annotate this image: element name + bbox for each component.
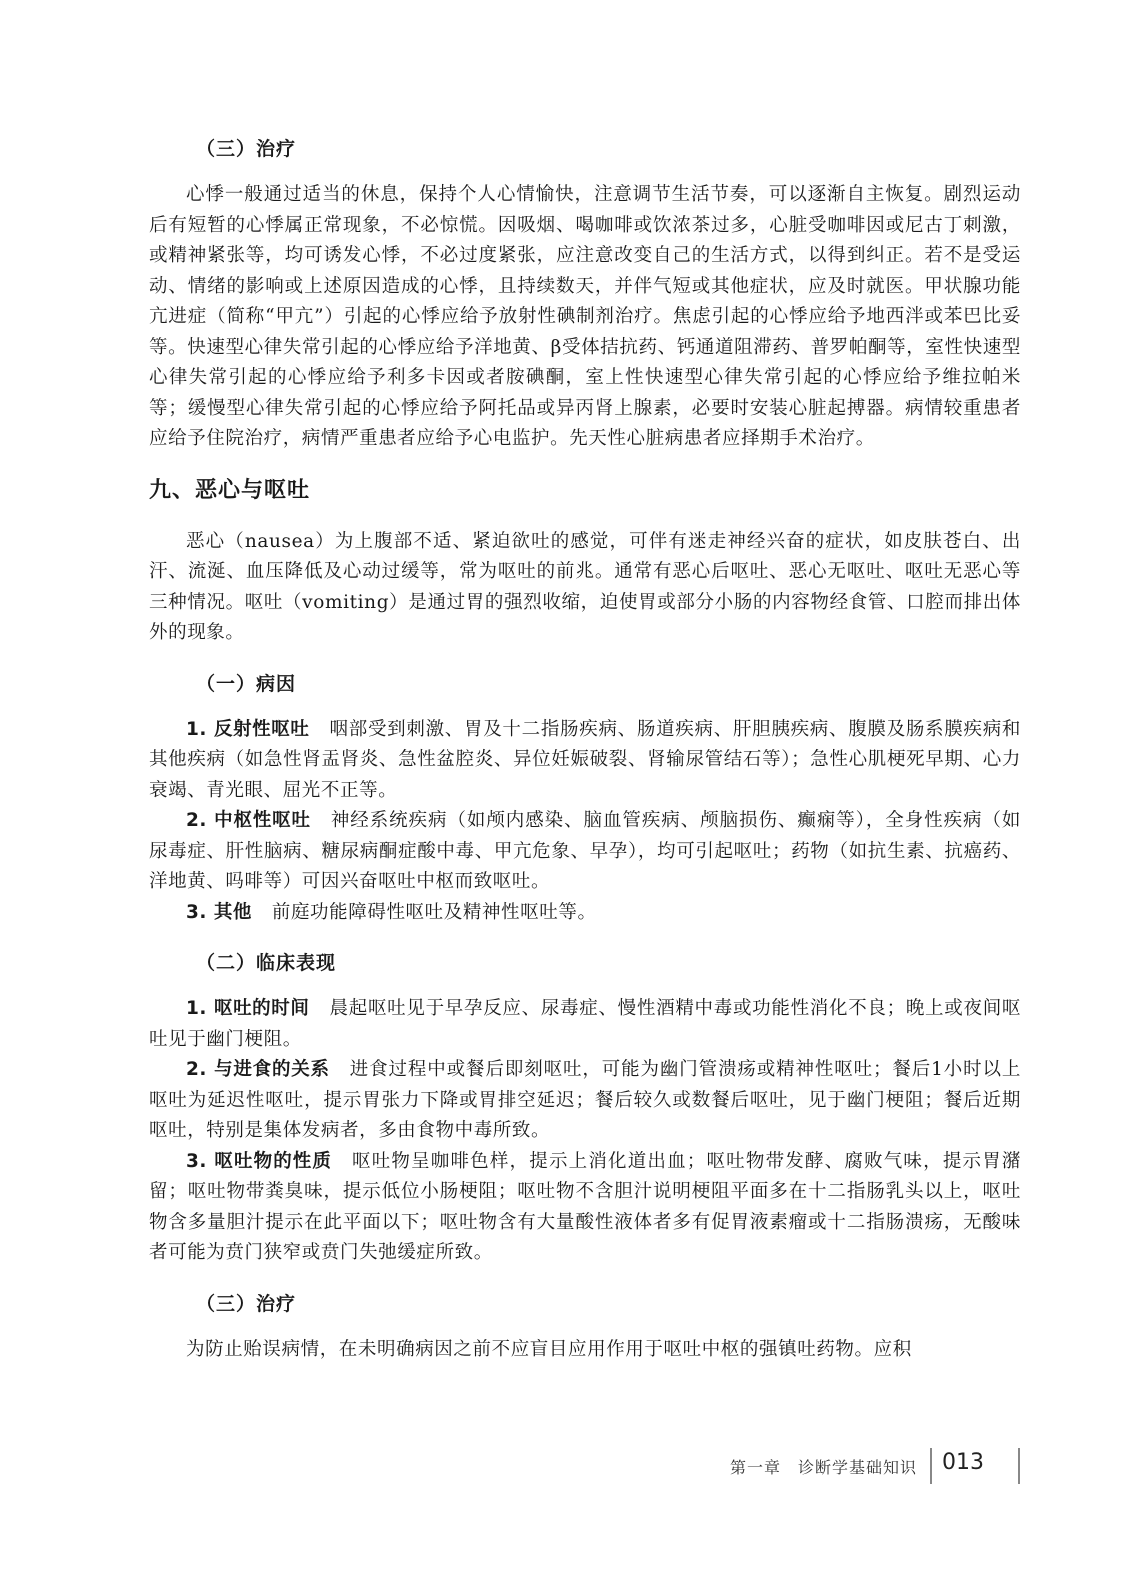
list-item — [149, 715, 1021, 807]
item-lead: 1. 反射性呕吐 — [186, 718, 310, 740]
page-footer — [680, 1448, 1040, 1488]
section-heading-treatment: （三）治疗 — [196, 138, 297, 160]
paragraph-palpitation-treatment: 心悸一般通过适当的休息，保持个人心情愉快，注意调节生活节奏，可以逐渐自主恢复。剧烈运动后有短暂的心悸属正常现象，不必惊慌。因吸烟、喝咖啡或饮浓茶过多，心脏受咖啡因或尼古丁刺激，或精神紧张等，均可诱发心悸，不必过度紧张，应注意改变自己的生活方式，以得到纠正。若不是受运动、情绪的影响或上述原因造成的心悸，且持续数天，并伴气短或其他症状，应及时就医。甲状腺功能亢进症（简称“甲亢”）引起的心悸应给予放射性碘制剂治疗。焦虑引起的心悸应给予地西泮或苯巴比妥等。快速型心律失常引起的心悸应给予洋地黄、β受体拮抗药、钙通道阻滞药、普罗帕酮等，室性快速型心律失常引起的心悸应给予利多卡因或者胺碘酮，室上性快速型心律失常引起的心悸应给予维拉帕米等；缓慢型心律失常引起的心悸应给予阿托品或异丙肾上腺素，必要时安装心脏起搏器。病情较重患者应给予住院治疗，病情严重患者应给予心电监护。先天性心脏病患者应择期手术治疗。 — [149, 184, 1021, 449]
section-heading-nausea-vomiting: 九、恶心与呕吐 — [149, 477, 311, 503]
item-text: 前庭功能障碍性呕吐及精神性呕吐等。 — [271, 901, 597, 923]
section-heading-vomiting-treatment: （三）治疗 — [196, 1292, 297, 1315]
list-item — [149, 898, 1021, 929]
item-text: 咽部受到刺激、胃及十二指肠疾病、肠道疾病、肝胆胰疾病、腹膜及肠系膜疾病和其他疾病（如急性肾盂肾炎、急性盆腔炎、异位妊娠破裂、肾输尿管结石等）；急性心肌梗死早期、心力衰竭、青光眼、屈光不正等。 — [149, 718, 1022, 801]
paragraph-nausea-intro: 恶心（nausea）为上腹部不适、紧迫欲吐的感觉，可伴有迷走神经兴奋的症状，如皮肤苍白、出汗、流涎、血压降低及心动过缓等，常为呕吐的前兆。通常有恶心后呕吐、恶心无呕吐、呕吐无恶心等三种情况。呕吐（vomiting）是通过胃的强烈收缩，迫使胃或部分小肠的内容物经食管、口腔而排出体外的现象。 — [149, 530, 1021, 643]
item-text: 呕吐物呈咖啡色样，提示上消化道出血；呕吐物带发酵、腐败气味，提示胃潴留；呕吐物带粪臭味，提示低位小肠梗阻；呕吐物不含胆汁说明梗阻平面多在十二指肠乳头以上，呕吐物含多量胆汁提示在此平面以下；呕吐物含有大量酸性液体者多有促胃液素瘤或十二指肠溃疡，无酸味者可能为贲门狭窄或贲门失弛缓症所致。 — [149, 1150, 1021, 1263]
list-item — [149, 1147, 1021, 1269]
list-item — [149, 806, 1021, 898]
paragraph-vomiting-treatment: 为防止贻误病情，在未明确病因之前不应盲目应用作用于呕吐中枢的强镇吐药物。应积 — [186, 1338, 912, 1360]
footer-divider — [930, 1448, 932, 1484]
section-heading-causes: （一）病因 — [196, 672, 297, 695]
item-lead: 2. 与进食的关系 — [186, 1059, 330, 1080]
item-lead: 2. 中枢性呕吐 — [186, 810, 311, 831]
item-text: 进食过程中或餐后即刻呕吐，可能为幽门管溃疡或精神性呕吐；餐后1小时以上呕吐为延迟性呕吐，提示胃张力下降或胃排空延迟；餐后较久或数餐后呕吐，见于幽门梗阻；餐后近期呕吐，特别是集体发病者，多由食物中毒所致。 — [149, 1059, 1022, 1141]
list-item — [149, 994, 1021, 1055]
footer-divider — [1018, 1448, 1020, 1484]
section-heading-clinical: （二）临床表现 — [196, 952, 337, 974]
item-text: 神经系统疾病（如颅内感染、脑血管疾病、颅脑损伤、癫痫等），全身性疾病（如尿毒症、肝性脑病、糖尿病酮症酸中毒、甲亢危象、早孕），均可引起呕吐；药物（如抗生素、抗癌药、洋地黄、吗啡等）可因兴奋呕吐中枢而致呕吐。 — [149, 810, 1022, 892]
item-text: 晨起呕吐见于早孕反应、尿毒症、慢性酒精中毒或功能性消化不良；晚上或夜间呕吐见于幽门梗阻。 — [149, 998, 1022, 1050]
item-lead: 3. 呕吐物的性质 — [186, 1150, 332, 1172]
list-item — [149, 1055, 1021, 1147]
item-lead: 1. 呕吐的时间 — [186, 998, 310, 1019]
footer-chapter-title: 第一章 诊断学基础知识 — [730, 1458, 918, 1477]
page-content — [149, 130, 1021, 1365]
item-lead: 3. 其他 — [186, 901, 252, 923]
page-number: 013 — [942, 1450, 984, 1475]
